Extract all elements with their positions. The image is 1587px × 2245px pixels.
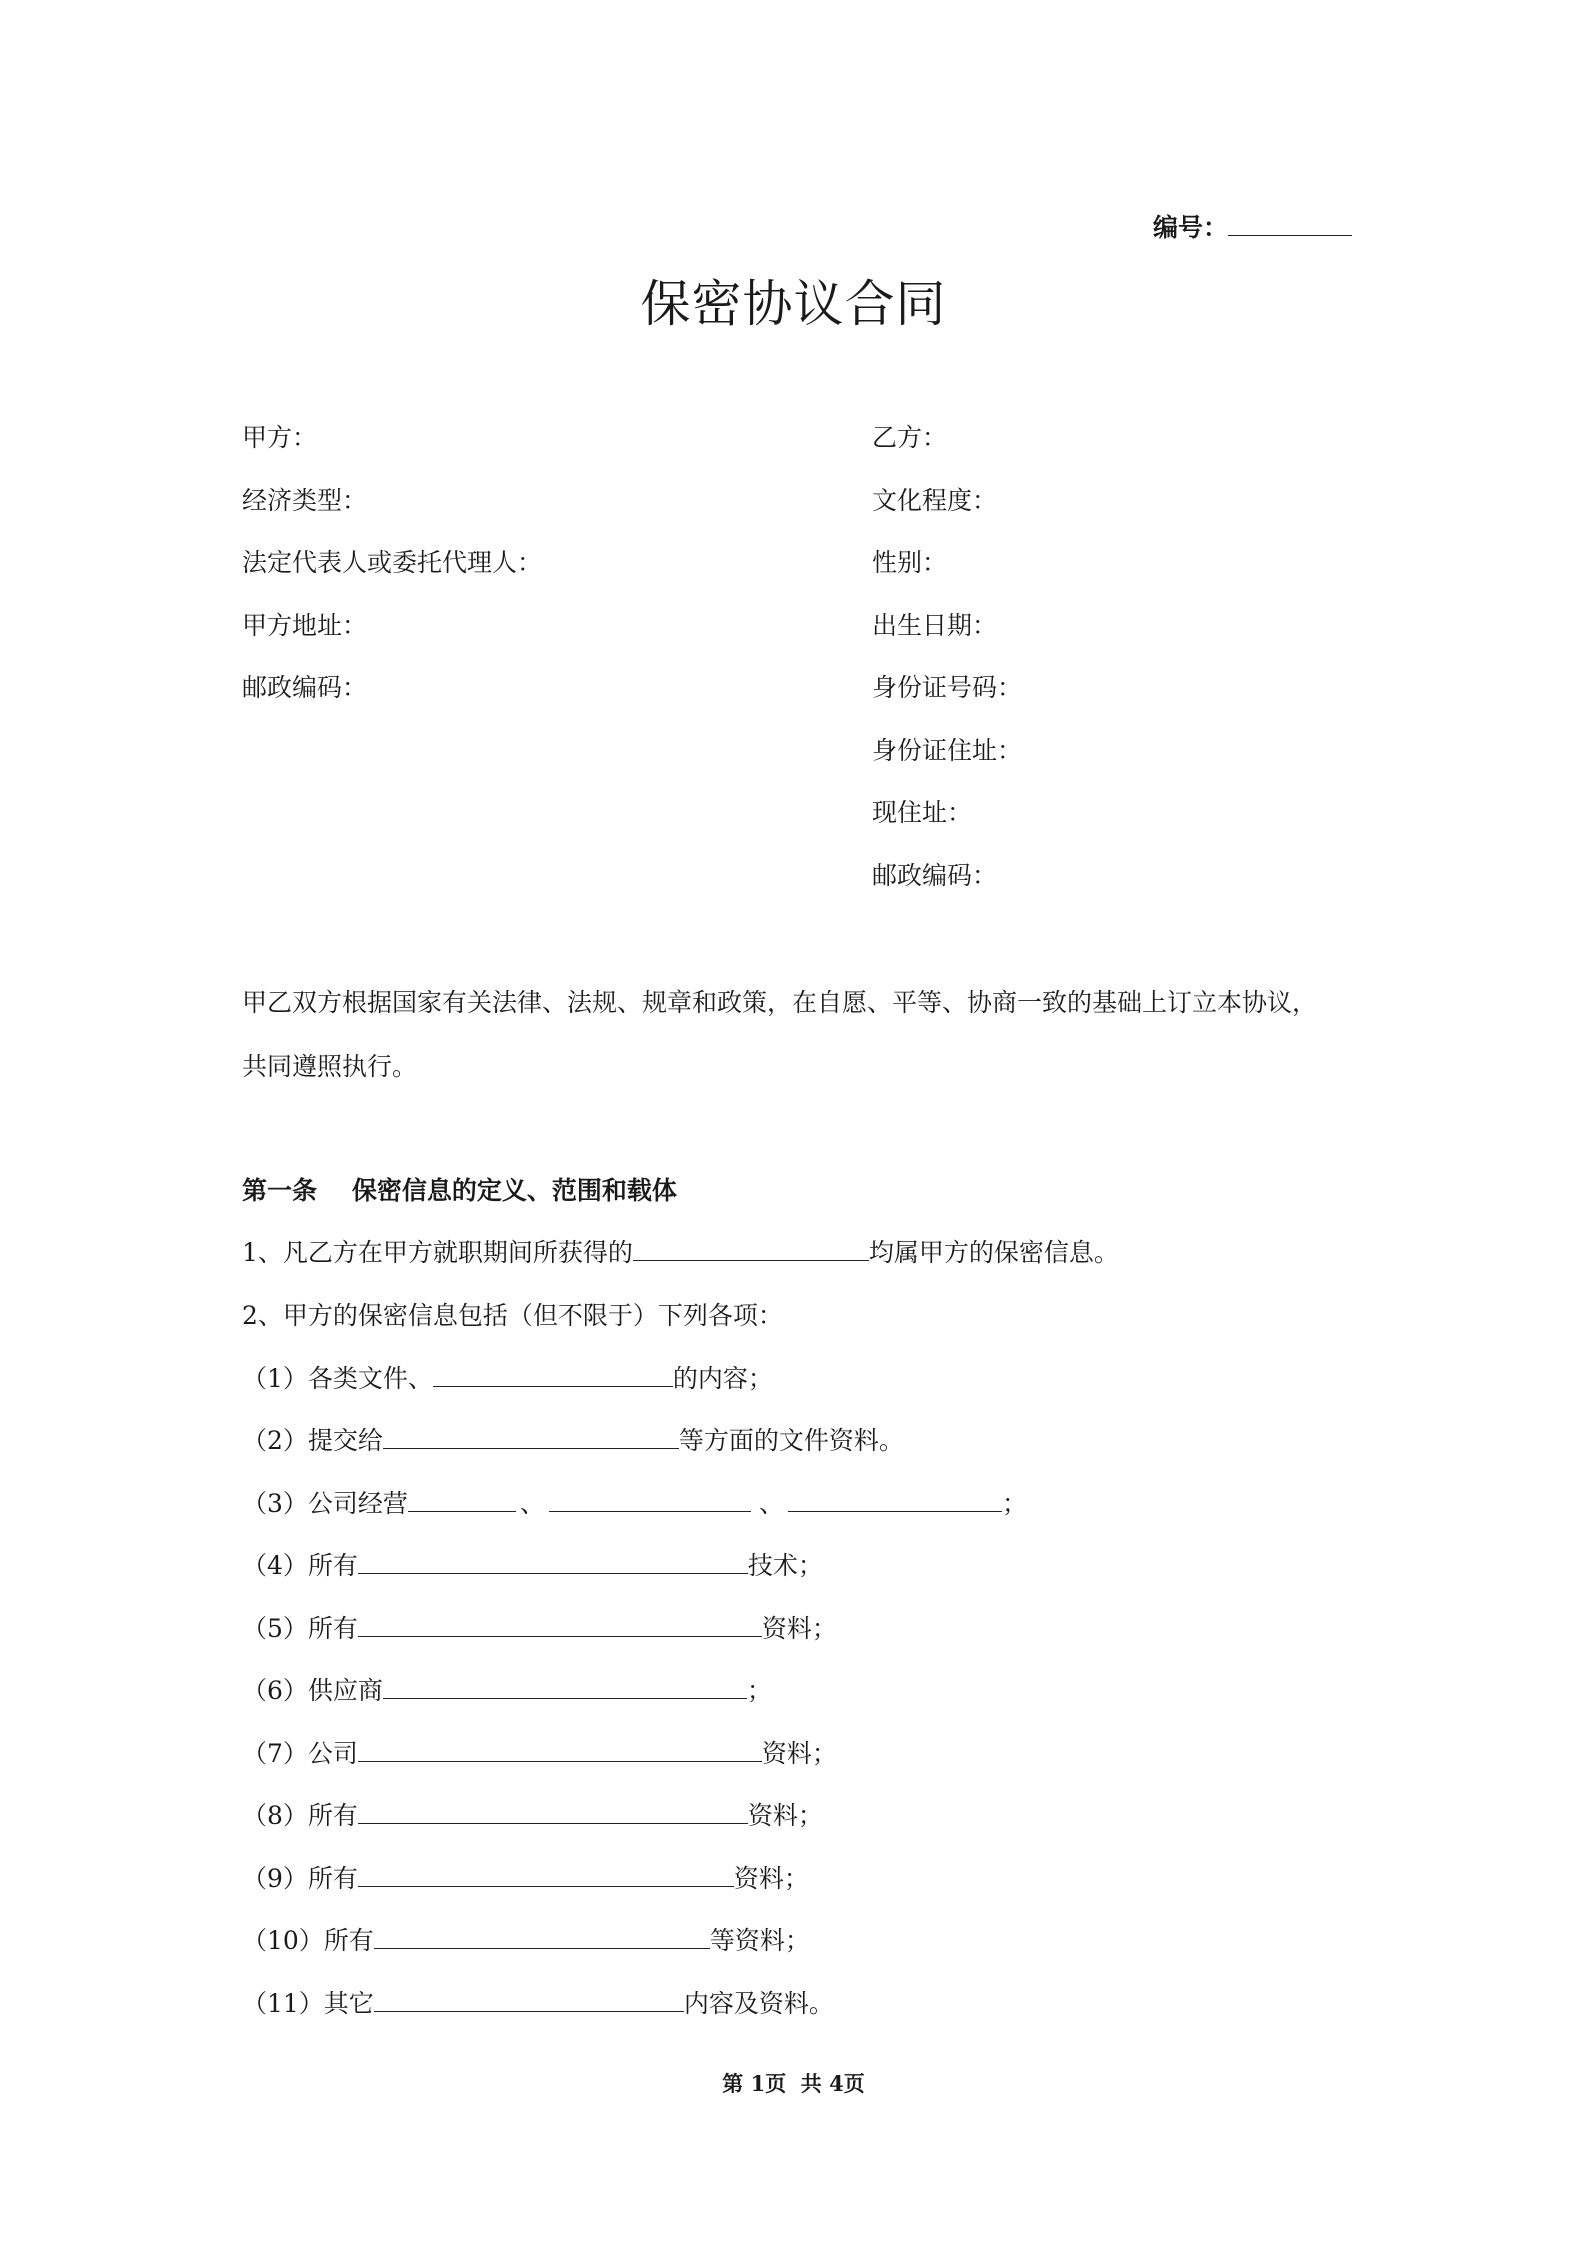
item-text: 资料； [761, 1614, 837, 1643]
fill-blank[interactable] [383, 1424, 679, 1449]
item-text: （5）所有 [242, 1614, 358, 1643]
list-item [242, 1609, 837, 1645]
item-text: 等资料； [709, 1926, 810, 1955]
fill-blank[interactable] [383, 1674, 747, 1699]
item-text: （7）公司 [242, 1739, 358, 1768]
party-a-field: 邮政编码： [242, 673, 368, 702]
item-text: （4）所有 [242, 1551, 358, 1580]
intro-line: 共同遵照执行。 [242, 1052, 418, 1081]
fill-blank[interactable] [374, 1987, 684, 2012]
item-text: （1）各类文件、 [242, 1364, 433, 1393]
party-a-field: 经济类型： [242, 486, 368, 515]
item-text: ； [746, 1676, 772, 1705]
list-item [242, 1921, 810, 1957]
contract-number-label: 编号： [1153, 213, 1229, 242]
item-text: （10）所有 [242, 1926, 374, 1955]
fill-blank[interactable] [358, 1799, 748, 1824]
document-title: 保密协议合同 [640, 275, 947, 333]
item-text: （6）供应商 [242, 1676, 383, 1705]
item-text: 资料； [761, 1739, 837, 1768]
fill-blank[interactable] [358, 1862, 734, 1887]
list-item [242, 1671, 772, 1707]
list-item [242, 1859, 809, 1895]
party-a-field: 甲方： [242, 423, 318, 452]
list-item [242, 1421, 904, 1457]
party-a-field: 甲方地址： [242, 611, 368, 640]
party-b-field: 出生日期： [872, 611, 998, 640]
fill-blank[interactable] [549, 1487, 751, 1512]
contract-number [1153, 208, 1352, 244]
party-b-field: 文化程度： [872, 486, 998, 515]
item-text: 技术； [747, 1551, 823, 1580]
item-separator: 、 [519, 1489, 545, 1518]
item-text: 内容及资料。 [683, 1989, 834, 2018]
item-text: （9）所有 [242, 1864, 358, 1893]
party-b-field: 性别： [872, 548, 948, 577]
list-item [242, 1796, 823, 1832]
fill-blank[interactable] [788, 1487, 1002, 1512]
clause-text: 均属甲方的保密信息。 [868, 1238, 1119, 1267]
fill-blank[interactable] [433, 1362, 673, 1387]
clause-1 [242, 1233, 1119, 1269]
fill-blank[interactable] [358, 1549, 748, 1574]
list-item [242, 1734, 837, 1770]
party-b-field: 身份证住址： [872, 736, 1023, 765]
item-text: （8）所有 [242, 1801, 358, 1830]
list-item [242, 1359, 773, 1395]
item-text: 等方面的文件资料。 [678, 1426, 904, 1455]
party-b-field: 邮政编码： [872, 861, 998, 890]
fill-blank[interactable] [408, 1487, 516, 1512]
list-item [242, 1484, 1027, 1520]
party-b-field: 乙方： [872, 423, 948, 452]
fill-blank[interactable] [358, 1737, 762, 1762]
item-text: 的内容； [672, 1364, 773, 1393]
intro-line: 甲乙双方根据国家有关法律、法规、规章和政策，在自愿、平等、协商一致的基础上订立本协议， [242, 988, 1318, 1017]
list-item [242, 1984, 834, 2020]
fill-blank[interactable] [374, 1924, 710, 1949]
item-text: ； [1001, 1489, 1027, 1518]
list-item [242, 1546, 823, 1582]
page-footer: 第 1页 共 4页 [722, 2071, 865, 2096]
fill-blank[interactable] [633, 1236, 869, 1261]
item-separator: 、 [758, 1489, 784, 1518]
item-text: 资料； [747, 1801, 823, 1830]
clause-text: 1、凡乙方在甲方就职期间所获得的 [242, 1238, 633, 1267]
item-text: （3）公司经营 [242, 1489, 408, 1518]
party-a-field: 法定代表人或委托代理人： [242, 548, 543, 577]
item-text: （11）其它 [242, 1989, 374, 2018]
party-b-field: 现住址： [872, 798, 973, 827]
item-text: （2）提交给 [242, 1426, 383, 1455]
contract-number-blank[interactable] [1228, 211, 1352, 236]
article-heading: 第一条 保密信息的定义、范围和载体 [242, 1176, 677, 1205]
party-b-field: 身份证号码： [872, 673, 1023, 702]
clause-2: 2、甲方的保密信息包括（但不限于）下列各项： [242, 1301, 783, 1330]
fill-blank[interactable] [358, 1612, 762, 1637]
item-text: 资料； [733, 1864, 809, 1893]
